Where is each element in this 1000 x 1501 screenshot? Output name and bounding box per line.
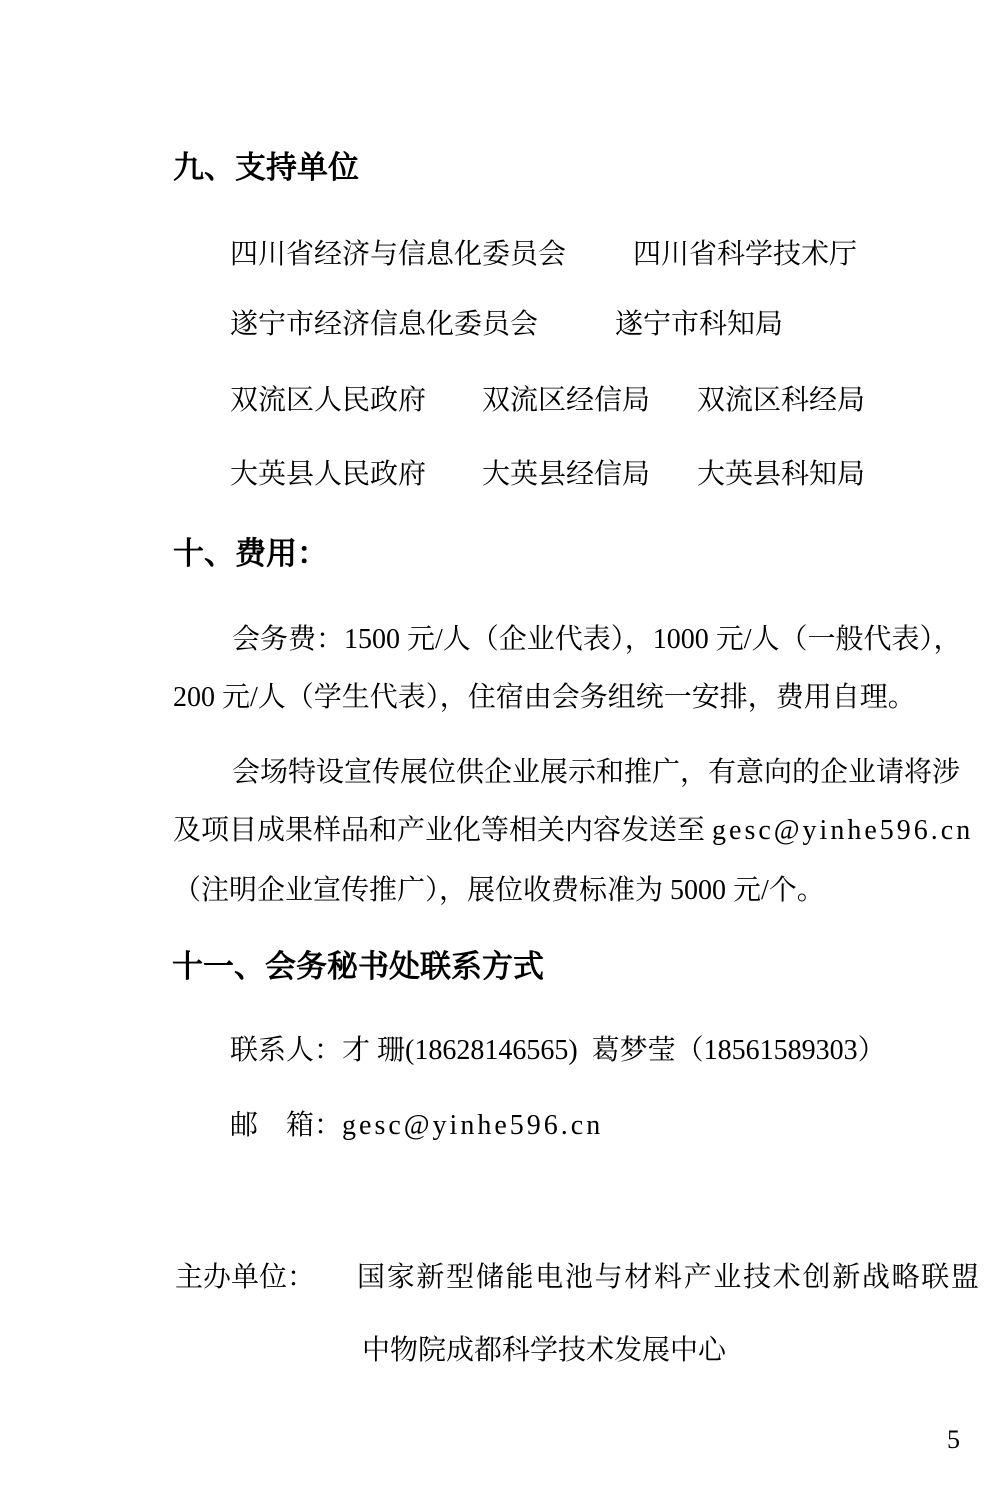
org-name: 双流区经信局 xyxy=(482,385,651,416)
organizer-label: 主办单位： xyxy=(175,1262,316,1293)
organizer-name: 中物院成都科学技术发展中心 xyxy=(362,1335,727,1366)
org-name: 大英县人民政府 xyxy=(230,459,427,490)
section-fee-heading: 十、费用： xyxy=(173,536,328,571)
org-name: 双流区人民政府 xyxy=(230,385,427,416)
booth-email-address: gesc@yinhe596.cn xyxy=(712,815,974,846)
org-name: 遂宁市经济信息化委员会 xyxy=(230,309,539,340)
org-name: 大英县科知局 xyxy=(697,459,866,490)
org-name: 双流区科经局 xyxy=(697,385,866,416)
organizer-name: 国家新型储能电池与材料产业技术创新战略联盟 xyxy=(357,1262,981,1293)
page-number: 5 xyxy=(947,1425,960,1454)
section-support-heading: 九、支持单位 xyxy=(173,150,359,185)
booth-paragraph-line: 会场特设宣传展位供企业展示和推广，有意向的企业请将涉 xyxy=(232,757,961,788)
booth-paragraph-text: 及项目成果样品和产业化等相关内容发送至 xyxy=(173,815,713,846)
org-name: 四川省经济与信息化委员会 xyxy=(230,239,567,270)
email-label: 邮 箱： xyxy=(230,1110,343,1141)
org-name: 四川省科学技术厅 xyxy=(633,239,858,270)
fee-paragraph-line: 会务费：1500 元/人（企业代表），1000 元/人（一般代表）， xyxy=(232,624,962,655)
section-contact-heading: 十一、会务秘书处联系方式 xyxy=(172,949,544,984)
booth-paragraph-line: （注明企业宣传推广），展位收费标准为 5000 元/个。 xyxy=(173,875,825,906)
booth-paragraph-line xyxy=(173,816,973,846)
fee-paragraph-line: 200 元/人（学生代表），住宿由会务组统一安排，费用自理。 xyxy=(173,682,916,713)
email-address: gesc@yinhe596.cn xyxy=(342,1110,604,1141)
org-name: 大英县经信局 xyxy=(482,459,651,490)
contact-email-line xyxy=(230,1111,603,1141)
org-name: 遂宁市科知局 xyxy=(615,309,784,340)
contact-person-line: 联系人：才 珊(18628146565) 葛梦莹（18561589303） xyxy=(230,1035,886,1066)
